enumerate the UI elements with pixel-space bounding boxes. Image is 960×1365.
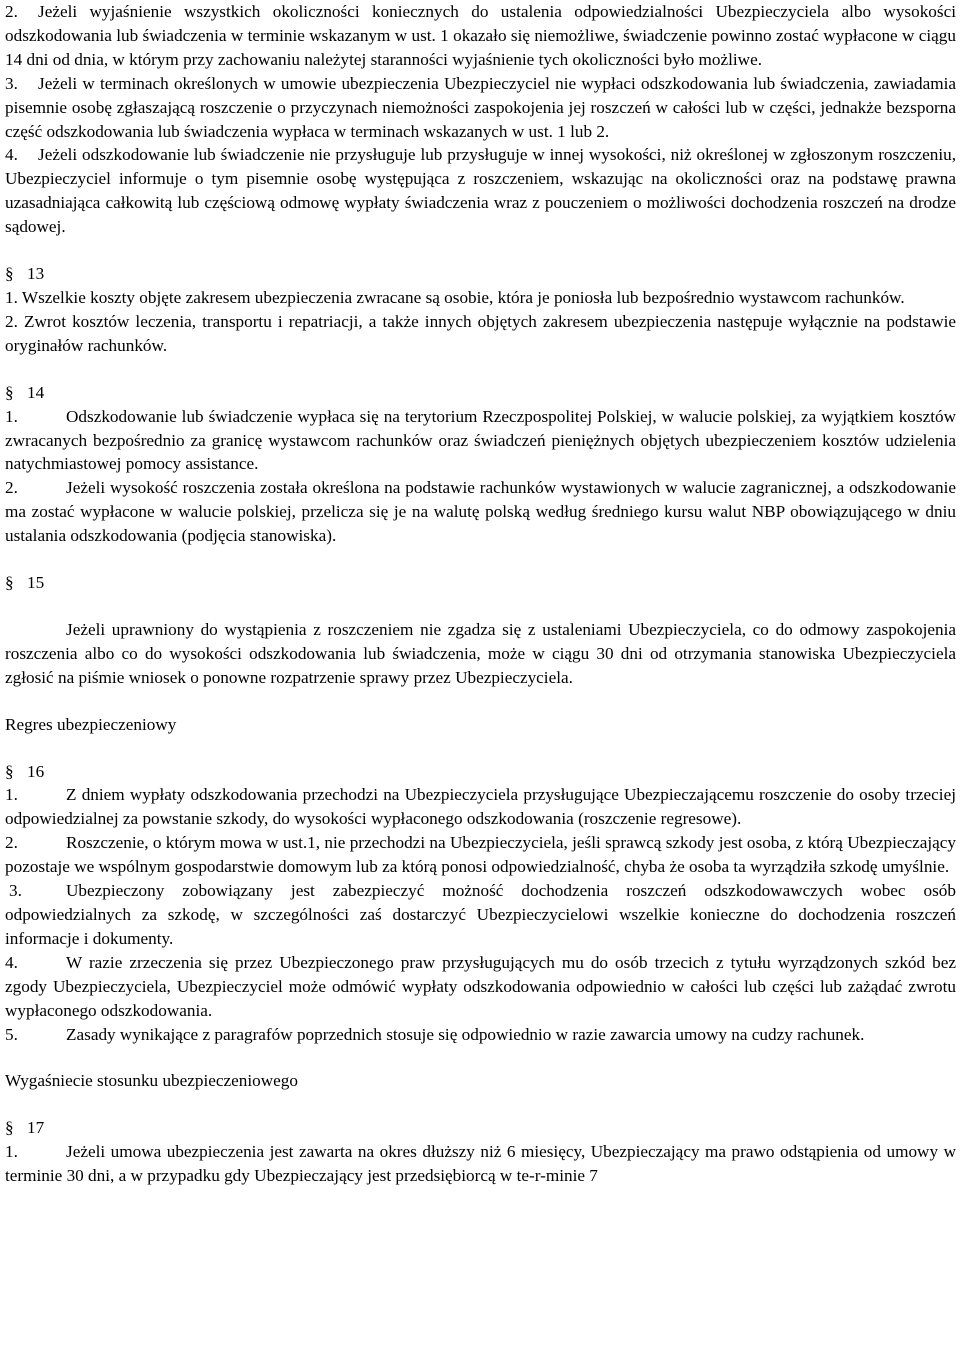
section-15-paragraph: Jeżeli uprawniony do wystąpienia z roszczeniem nie zgadza się z ustaleniami Ubezpieczyciela, co do odmowy zaspokojenia roszczenia albo co do wysokości odszkodowania lub świadczenia, może w ciągu 30 dni od otrzymania stanowiska Ubezpieczyciela zgłosić na piśmie wniosek o ponowne rozpatrzenie sprawy przez Ubezpieczyciela. [5,619,956,687]
paragraph-text: W razie zrzeczenia się przez Ubezpieczonego praw przysługujących mu do osób trzecich z tytułu wyrządzonych szkód bez zgody Ubezpieczyciela, Ubezpieczyciel może odmówić wypłaty odszkodowania odpowiednio w całości lub części lub zażądać zwrotu wypłaconego odszkodowania. [5,952,956,1020]
section-number: 14 [27,382,45,402]
paragraph-number: 3. [9,881,22,901]
section-16-paragraph-3 [5,879,956,951]
paragraph-number: 1. [5,785,18,805]
paragraph-text: Roszczenie, o którym mowa w ust.1, nie przechodzi na Ubezpieczyciela, jeśli sprawcą szkody jest osoba, z którą Ubezpieczający pozostaje we wspólnym gospodarstwie domowym lub za którą ponosi odpowiedzialność, chyba że osoba ta wyrządziła szkodę umyślnie. [5,833,956,877]
section-16-paragraph-1 [5,783,956,831]
paragraph-number: 1. [5,1142,18,1162]
paragraph-text: Z dniem wypłaty odszkodowania przechodzi na Ubezpieczyciela przysługujące Ubezpieczającemu roszczenie do osoby trzeciej odpowiedzialnej za powstanie szkody, do wysokości wypłaconego odszkodowania (roszczenie regresowe). [5,785,956,829]
paragraph-number: 1. [5,406,18,426]
section-symbol: § [5,1118,14,1138]
paragraph-text: Jeżeli wyjaśnienie wszystkich okoliczności koniecznych do ustalenia odpowiedzialności Ubezpieczyciela albo wysokości odszkodowania lub świadczenia w terminie wskazanym w ust. 1 okazało się niemożliwe, świadczenie powinno zostać wypłacone w ciągu 14 dni od dnia, w którym przy zachowaniu należytej staranności wyjaśnienie tych okoliczności było możliwe. [5,2,956,69]
section-16-paragraph-5 [5,1023,956,1047]
paragraph-number: 2. [5,833,18,853]
paragraph-number: 2. [5,2,18,21]
heading-regres: Regres ubezpieczeniowy [5,714,177,734]
section-13-paragraph-2 [5,310,956,358]
paragraph-number: 4. [5,952,18,972]
section-16-paragraph-4 [5,951,956,1023]
paragraph-text: Zwrot kosztów leczenia, transportu i repatriacji, a także innych objętych zakresem ubezpieczenia następuje wyłącznie na podstawie oryginałów rachunków. [5,311,957,355]
heading-wygasniecie: Wygaśniecie stosunku ubezpieczeniowego [5,1071,298,1091]
document-page [5,0,956,1188]
paragraph-number: 5. [5,1024,18,1044]
section-14-paragraph-2 [5,476,956,548]
paragraph-number: 3. [5,73,18,93]
section-number: 17 [27,1118,45,1138]
paragraph-text: Jeżeli odszkodowanie lub świadczenie nie przysługuje lub przysługuje w innej wysokości, niż określonej w zgłoszonym roszczeniu, Ubezpieczyciel informuje o tym pisemnie osobę występująca z roszczeniem, wskazując na okoliczności oraz na podstawę prawna uzasadniająca całkowitą lub częściową odmowę wypłaty świadczenia wraz z pouczeniem o możliwości dochodzenia roszczeń na drodze sądowej. [5,145,956,237]
paragraph-number: 1. [5,287,18,307]
section-symbol: § [5,382,14,402]
paragraph-number: 2. [5,478,18,498]
paragraph-text: Odszkodowanie lub świadczenie wypłaca się na terytorium Rzeczpospolitej Polskiej, w walucie polskiej, za wyjątkiem kosztów zwracanych bezpośrednio za granicę wystawcom rachunków oraz świadczeń pieniężnych objętych ubezpieczeniem kosztów udzielenia natychmiastowej pomocy assistance. [5,406,956,474]
section-17-paragraph-1 [5,1140,956,1188]
section-15-title [5,571,956,595]
section-16-title [5,760,956,784]
paragraph-number: 2. [5,311,18,331]
paragraph-12-3-text [5,72,956,144]
paragraph-text: Jeżeli wysokość roszczenia została określona na podstawie rachunków wystawionych w walucie zagranicznej, a odszkodowanie ma zostać wypłacone w walucie polskiej, przelicza się je na walutę polską według średniego kursu walut NBP obowiązującego w dniu ustalania odszkodowania (podjęcia stanowiska). [5,478,956,546]
paragraph-12-2 [5,0,956,72]
paragraph-12-4 [5,143,956,239]
section-14-title [5,381,956,405]
section-symbol: § [5,761,14,781]
section-13-title [5,262,956,286]
section-number: 13 [27,264,45,284]
paragraph-number: 4. [5,145,18,165]
section-13-paragraph-1 [5,286,956,310]
section-16-paragraph-2 [5,831,956,879]
section-14-paragraph-1 [5,405,956,477]
section-symbol: § [5,573,14,593]
section-17-title [5,1116,956,1140]
section-number: 15 [27,573,45,593]
section-symbol: § [5,264,14,284]
paragraph-text: Jeżeli w terminach określonych w umowie ubezpieczenia Ubezpieczyciel nie wypłaci odszkodowania lub świadczenia, zawiadamia pisemnie osobę zgłaszającą roszczenie o przyczynach niemożności zaspokojenia jej roszczeń w całości lub w części, jednakże bezsporna część odszkodowania lub świadczenia wypłaca w terminach wskazanych w ust. 1 lub 2. [5,73,956,141]
paragraph-text: Jeżeli umowa ubezpieczenia jest zawarta na okres dłuższy niż 6 miesięcy, Ubezpieczający ma prawo odstąpienia od umowy w terminie 30 dni, a w przypadku gdy Ubezpieczający jest przedsiębiorcą w te-r-minie 7 [5,1142,956,1186]
section-number: 16 [27,761,45,781]
paragraph-text: Zasady wynikające z paragrafów poprzednich stosuje się odpowiednio w razie zawarcia umowy na cudzy rachunek. [66,1024,865,1044]
paragraph-text: Wszelkie koszty objęte zakresem ubezpieczenia zwracane są osobie, która je poniosła lub bezpośrednio wystawcom rachunków. [21,287,905,307]
paragraph-text: Ubezpieczony zobowiązany jest zabezpieczyć możność dochodzenia roszczeń odszkodowawczych wobec osób odpowiedzialnych za szkodę, w szczególności zaś dostarczyć Ubezpieczycielowi wszelkie konieczne do dochodzenia roszczeń informacje i dokumenty. [5,881,956,948]
